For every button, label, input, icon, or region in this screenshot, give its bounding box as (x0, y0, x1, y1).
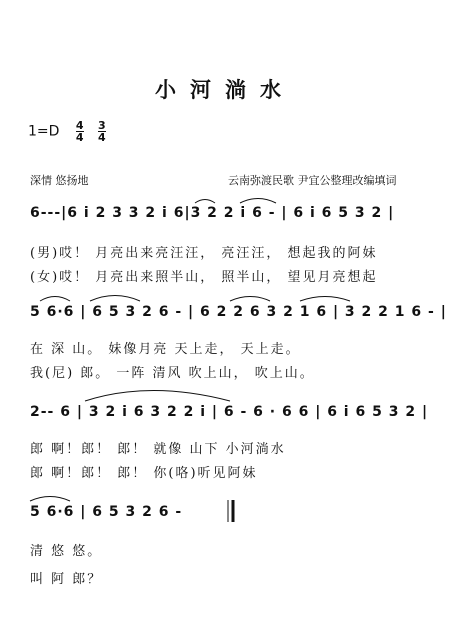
page-title: 小河淌水 (155, 77, 295, 102)
notation-line-1: 6---|6 i 2 3 3 2 i 6|3 2 2 i 6 - | 6 i 6 5 3 2 | (30, 205, 395, 221)
expression-marking: 深情 悠扬地 (30, 174, 89, 187)
key-label: 1=D (28, 123, 60, 140)
lyric-line-1b: (女)哎！ 月亮出来照半山， 照半山， 望见月亮想起 (30, 270, 378, 285)
slur-3 (40, 297, 70, 302)
lyric-line-3a: 郎 啊！郎！ 郎！ 就像 山下 小河淌水 (30, 442, 286, 457)
lyric-line-2b: 我(尼) 郎。 一阵 清风 吹上山， 吹上山。 (30, 366, 315, 381)
time-signature-2: $\frac{3}{4}$ (97, 119, 106, 144)
slur-2 (240, 199, 276, 204)
lyric-line-4b: 叫 阿 郎？ (30, 572, 103, 587)
slur-5 (230, 297, 270, 302)
time-signature-1: $\frac{4}{4}$ (75, 119, 84, 144)
lyric-line-3b: 郎 啊！郎！ 郎！ 你(咯)听见阿妹 (30, 466, 258, 481)
lyric-line-4a: 清 悠 悠。 (30, 544, 103, 559)
notation-line-2: 5 6·6 | 6 5 3 2 6 - | 6 2 2 6 3 2 1 6 | 3 2 2 1 6 - | (30, 304, 447, 320)
slur-4 (90, 296, 140, 302)
lyric-line-2a: 在 深 山。 妹像月亮 天上走， 天上走。 (30, 342, 301, 357)
slur-8 (30, 497, 70, 502)
slur-6 (300, 297, 350, 302)
notation-line-4: 5 6·6 | 6 5 3 2 6 - (30, 504, 183, 520)
notation-line-3: 2-- 6 | 3 2 i 6 3 2 2 i | 6 - 6 · 6 6 | 6 i 6 5 3 2 | (30, 404, 429, 420)
lyric-line-1a: (男)哎！ 月亮出来亮汪汪， 亮汪汪， 想起我的阿妹 (30, 246, 378, 261)
slur-1 (195, 200, 215, 204)
slur-7 (85, 391, 230, 402)
source-credit: 云南弥渡民歌 尹宜公整理改编填词 (228, 174, 397, 187)
